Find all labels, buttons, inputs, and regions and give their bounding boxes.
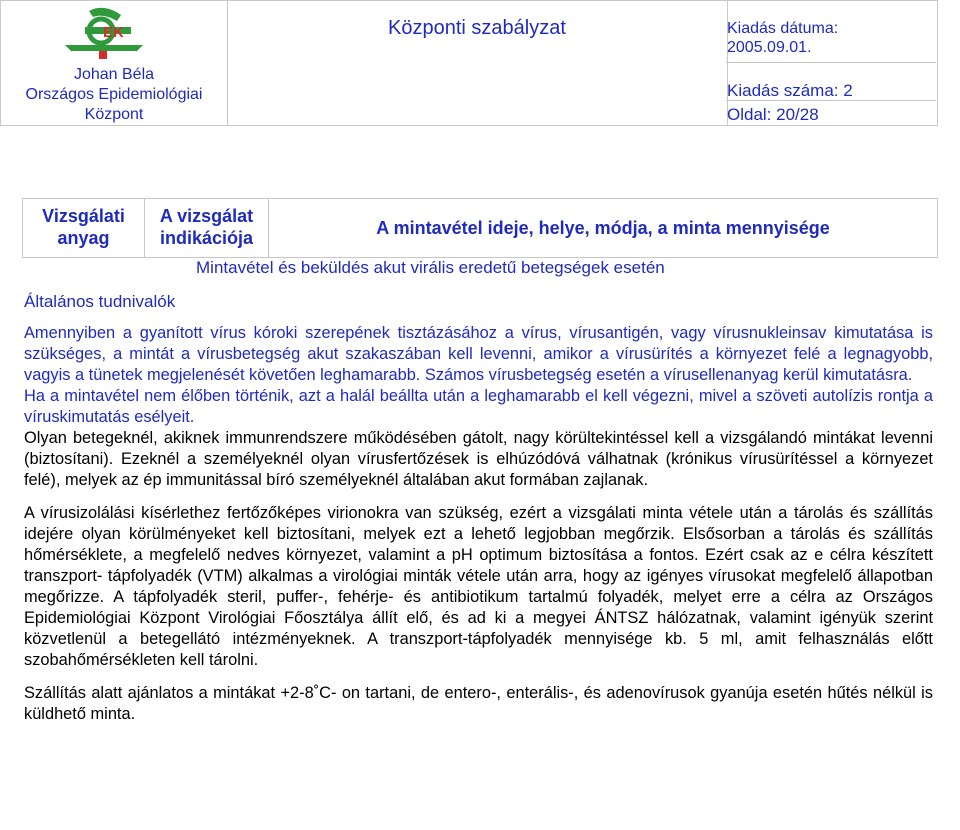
document-title: Központi szabályzat <box>388 17 566 39</box>
column-header-line: anyag <box>57 228 110 248</box>
org-line: Johan Béla <box>73 66 155 83</box>
svg-text:EK: EK <box>103 24 124 41</box>
org-line: Országos Epidemiológiai <box>25 86 203 103</box>
divider <box>726 100 936 101</box>
page-number: Oldal: 20/28 <box>727 105 819 124</box>
header-meta-cell <box>727 1 937 125</box>
divider <box>726 62 936 63</box>
section-title: Mintavétel és beküldés akut virális eredetű betegségek esetén <box>196 258 665 277</box>
general-info-title: Általános tudnivalók <box>24 292 176 311</box>
issue-date-value: 2005.09.01. <box>727 39 812 56</box>
column-header-line: Vizsgálati <box>42 206 125 226</box>
document-body <box>24 323 933 725</box>
issue-number: Kiadás száma: 2 <box>727 81 853 100</box>
column-header-sampling: A mintavétel ideje, helye, módja, a minta mennyisége <box>376 218 830 238</box>
paragraph: Olyan betegeknél, akiknek immunrendszere működésében gátolt, nagy körültekintéssel kell a vizsgálandó mintákat levenni (biztosítani). Ezeknél a személyeknél olyan vírusfertőzések is elhúzódóvá válhatnak (krónikus vírusürítéssel a környezet felé), melyek az ép immunitással bíró személyeknél általában akut formában zajlanak. <box>24 429 933 489</box>
column-header-material <box>23 199 145 257</box>
paragraph: A vírusizolálási kísérlethez fertőzőképes virionokra van szükség, ezért a vizsgálati minta vétele után a tárolás és szállítás idejére olyan körülményeket kell biztosítani, melyek ezt a lehető legjobban megőrzik. Elsősorban a tárolás és szállítás hőmérséklete, a megfelelő nedves környezet, valamint a pH optimum biztosítása a fontos. Ezért csak az e célra készített transzport- tápfolyadék (VTM) alkalmas a virológiai minták vétele után arra, hogy az igényes vírusokat megfelelő állapotban megőrizze. A tápfolyadék steril, puffer-, fehérje- és antibiotikum tartalmú folyadék, melyet erre a célra az Országos Epidemiológiai Központ Virológiai Főosztálya állít elő, és ad ki a megyei ÁNTSZ hálózatnak, valamint igényük szerint közvetlenül a betegellátó intézményeknek. A transzport-tápfolyadék mennyisége kb. 5 ml, amit felhasználás előtt szobahőmérsékleten kell tárolni. <box>24 504 933 669</box>
document-header <box>0 0 938 126</box>
oek-logo <box>59 7 149 59</box>
issue-date-label: Kiadás dátuma: <box>727 20 839 37</box>
paragraph: Szállítás alatt ajánlatos a mintákat +2-8˚C- on tartani, de entero-, enterális-, és adenovírusok gyanúja esetén hűtés nélkül is küldhető minta. <box>24 684 933 723</box>
column-header-indication <box>145 199 269 257</box>
paragraph: Amennyiben a gyanított vírus kóroki szerepének tisztázásához a vírus, vírusantigén, vagy vírusnukleinsav kimutatása is szükséges, a mintát a vírusbetegség akut szakaszában kell levenni, amikor a vírusürítés a környezet felé a legnagyobb, vagyis a tünetek megjelenését követően leghamarabb. Számos vírusbetegség esetén a vírusellenanyag kerül kimutatásra. <box>24 324 933 384</box>
header-org-cell <box>1 1 228 125</box>
column-header-line: A vizsgálat <box>159 206 254 226</box>
header-title-cell <box>227 1 728 125</box>
org-line: Központ <box>84 106 144 123</box>
organization-name <box>1 65 227 125</box>
table-header <box>22 198 938 258</box>
column-header-line: indikációja <box>159 228 254 248</box>
paragraph: Ha a mintavétel nem élőben történik, azt a halál beállta után a leghamarabb el kell végezni, mivel a szöveti autolízis rontja a víruskimutatás esélyeit. <box>24 387 933 426</box>
